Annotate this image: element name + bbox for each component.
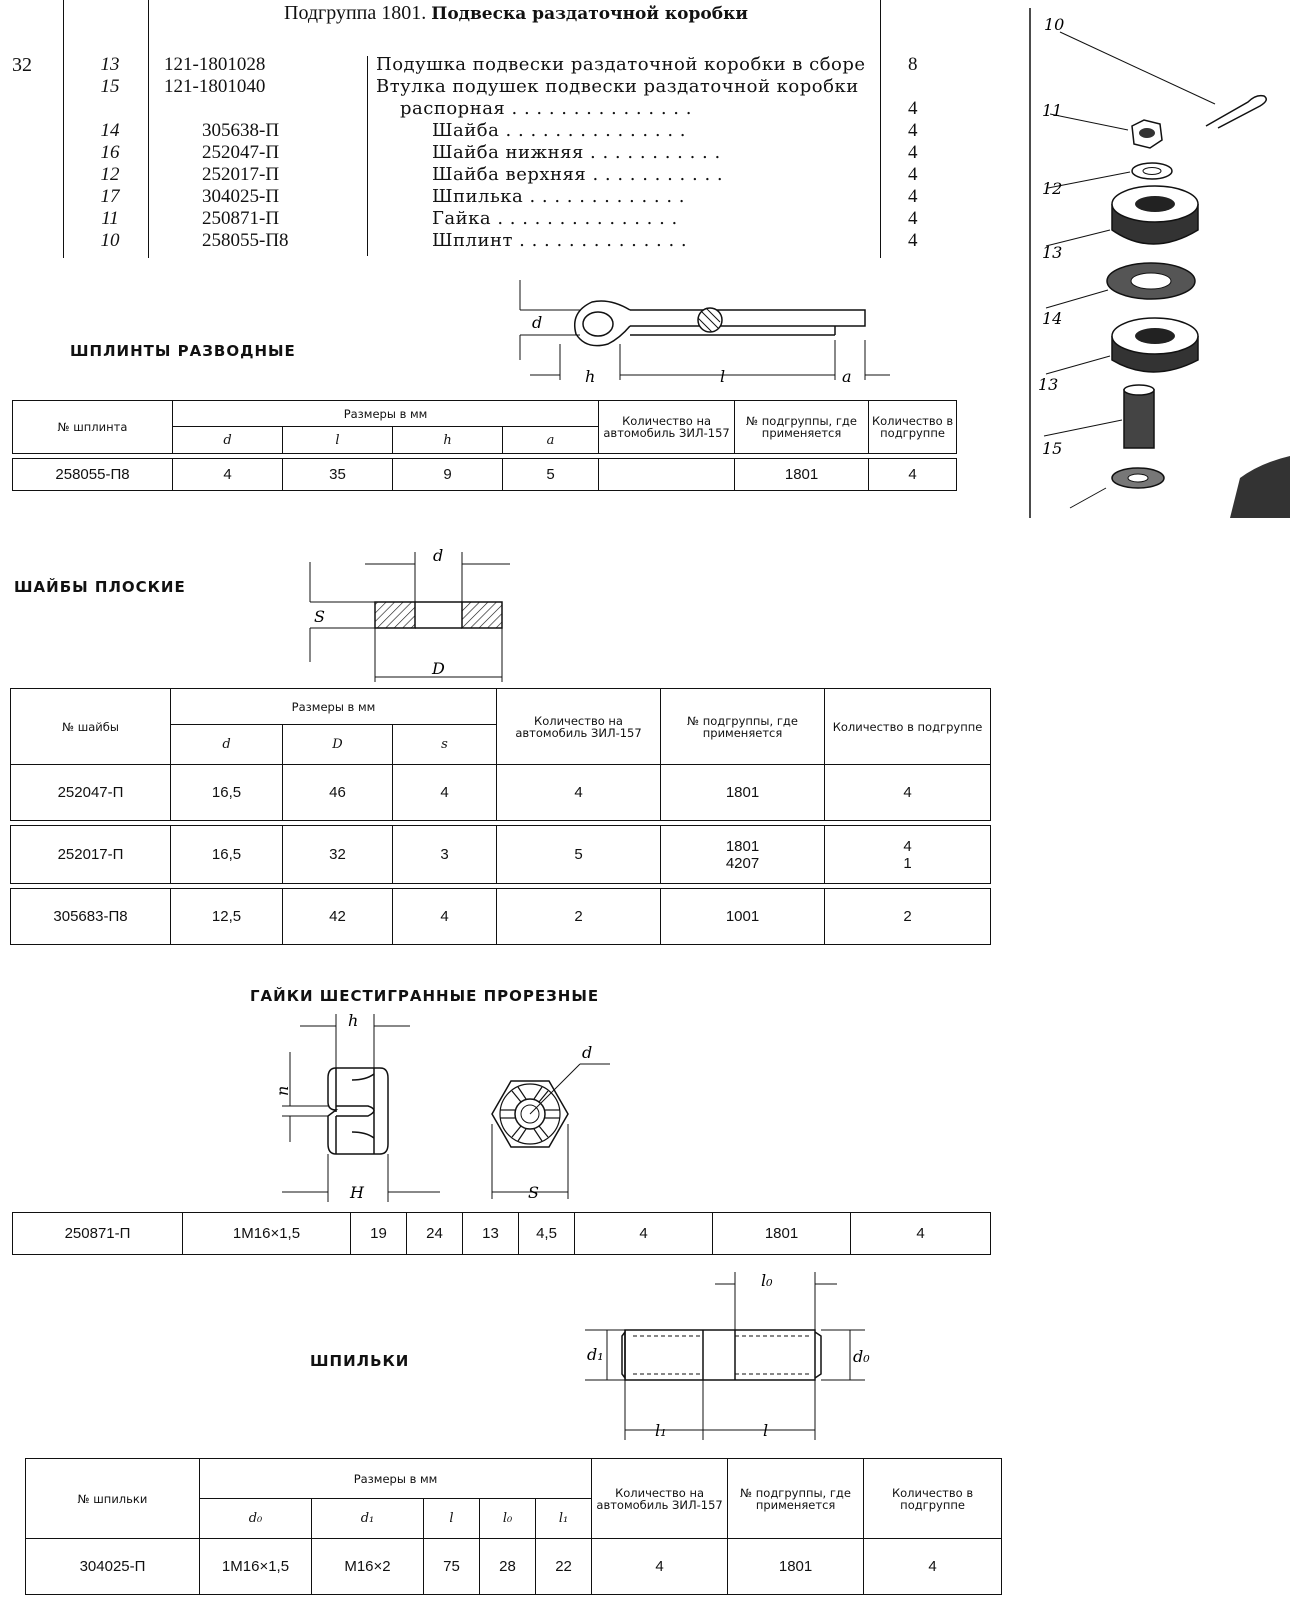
cell-l0: 28	[480, 1539, 536, 1595]
washers-heading: ШАЙБЫ ПЛОСКИЕ	[14, 578, 186, 596]
part-name: Шплинт . . . . . . . . . . . . . .	[432, 230, 688, 251]
cell-qty-car: 2	[497, 889, 661, 945]
studs-heading: ШПИЛЬКИ	[310, 1352, 410, 1370]
cell-s: 4	[393, 889, 497, 945]
cell-d: 16,5	[171, 826, 283, 884]
position-number: 15	[100, 76, 120, 97]
col-header-D: D	[283, 725, 393, 765]
cell-subgroup: 1801	[661, 765, 825, 821]
col-header-qty-subgroup: Количество в подгруппе	[825, 689, 991, 765]
cushion-part	[1046, 318, 1198, 374]
cell-thread: 1М16×1,5	[183, 1213, 351, 1255]
cotter-pin-drawing	[520, 280, 900, 400]
callout-label: 12	[1042, 179, 1063, 198]
part-name: Подушка подвески раздаточной коробки в сборе	[376, 54, 866, 75]
col-header-d0: d₀	[200, 1499, 312, 1539]
part-name: Втулка подушек подвески раздаточной коробки	[376, 76, 859, 97]
cell-subgroup: 1801	[713, 1213, 851, 1255]
cell-subgroup: 1801	[735, 459, 869, 491]
label-a: a	[842, 367, 852, 386]
cell-qty-car: 5	[497, 826, 661, 884]
part-number: 305638-П	[202, 120, 280, 141]
table-row	[11, 765, 991, 821]
col-header-dims: Размеры в мм	[200, 1459, 592, 1499]
cell-l1: 22	[536, 1539, 592, 1595]
label-l: l	[720, 367, 726, 386]
position-number: 17	[100, 186, 120, 207]
cell-dim: 4,5	[519, 1213, 575, 1255]
part-number: 258055-П8	[202, 230, 289, 251]
part-quantity: 4	[908, 98, 918, 119]
col-header-qty-subgroup: Количество в подгруппе	[869, 401, 957, 454]
label-l1: l₁	[655, 1421, 667, 1440]
label-d1: d₁	[587, 1345, 604, 1364]
label-d: d	[532, 313, 543, 332]
part-name: Шайба нижняя . . . . . . . . . . .	[432, 142, 721, 163]
washer-part	[1046, 263, 1195, 308]
cell-qty-car	[599, 459, 735, 491]
position-number: 14	[100, 120, 120, 141]
cell-dim: 19	[351, 1213, 407, 1255]
castle-nut-part	[1050, 114, 1162, 148]
col-header-d: d	[173, 427, 283, 454]
label-l0: l₀	[761, 1271, 773, 1290]
cell-s: 4	[393, 765, 497, 821]
callout-label: 13	[1038, 375, 1059, 394]
washers-table	[10, 688, 991, 945]
stud-drawing	[575, 1270, 875, 1450]
label-d: d	[582, 1043, 593, 1062]
nuts-table	[12, 1212, 991, 1255]
part-quantity: 4	[908, 142, 918, 163]
cell-qty-subgroup: 2	[825, 889, 991, 945]
cell-d0: 1М16×1,5	[200, 1539, 312, 1595]
table-row	[13, 1213, 991, 1255]
lower-washer-part	[1070, 468, 1164, 508]
part-quantity: 4	[908, 230, 918, 251]
col-header-number: № шайбы	[11, 689, 171, 765]
col-header-qty-car: Количество на автомобиль ЗИЛ-157	[599, 401, 735, 454]
col-header-dims: Размеры в мм	[171, 689, 497, 725]
cell-D: 46	[283, 765, 393, 821]
cell-qty-car: 4	[497, 765, 661, 821]
part-name: распорная . . . . . . . . . . . . . . .	[400, 98, 692, 119]
label-S: S	[314, 607, 325, 626]
cell-s: 3	[393, 826, 497, 884]
cell-subgroup: 1001	[661, 889, 825, 945]
col-header-subgroup: № подгруппы, где применяется	[661, 689, 825, 765]
part-number: 121-1801040	[164, 76, 266, 97]
part-name: Шпилька . . . . . . . . . . . . .	[432, 186, 686, 207]
page-number: 32	[12, 54, 32, 76]
cushion-part	[1046, 186, 1198, 246]
col-header-h: h	[393, 427, 503, 454]
upper-washer-part	[1048, 163, 1172, 188]
label-H: H	[350, 1183, 364, 1202]
subgroup-label: Подгруппа 1801.	[284, 2, 427, 24]
part-quantity: 8	[908, 54, 918, 75]
nuts-heading: ГАЙКИ ШЕСТИГРАННЫЕ ПРОРЕЗНЫЕ	[250, 987, 600, 1005]
cell-subgroup: 1801 4207	[661, 826, 825, 884]
col-header-l0: l₀	[480, 1499, 536, 1539]
part-quantity: 4	[908, 186, 918, 207]
cell-number: 252017-П	[11, 826, 171, 884]
col-header-number: № шпильки	[26, 1459, 200, 1539]
col-header-a: a	[503, 427, 599, 454]
position-number: 13	[100, 54, 120, 75]
cell-number: 258055-П8	[13, 459, 173, 491]
label-h: h	[348, 1011, 359, 1030]
cell-qty-car: 4	[592, 1539, 728, 1595]
cell-d: 4	[173, 459, 283, 491]
part-name: Шайба верхняя . . . . . . . . . . .	[432, 164, 724, 185]
col-header-qty-car: Количество на автомобиль ЗИЛ-157	[497, 689, 661, 765]
col-header-subgroup: № подгруппы, где применяется	[728, 1459, 864, 1539]
callout-label: 15	[1042, 439, 1063, 458]
callout-label: 10	[1044, 15, 1065, 34]
part-name: Шайба . . . . . . . . . . . . . . .	[432, 120, 686, 141]
table-row	[11, 826, 991, 884]
castle-nut-drawing	[273, 1011, 620, 1212]
cell-qty-subgroup: 4	[864, 1539, 1002, 1595]
position-number: 16	[100, 142, 120, 163]
divider	[63, 0, 64, 258]
part-number: 121-1801028	[164, 54, 266, 75]
part-number: 304025-П	[202, 186, 280, 207]
label-d0: d₀	[853, 1347, 870, 1366]
position-number: 12	[100, 164, 120, 185]
exploded-view-drawing	[1020, 8, 1290, 518]
subgroup-title: Подвеска раздаточной коробки	[431, 4, 748, 24]
label-n: n	[273, 1085, 292, 1096]
divider	[367, 56, 368, 256]
part-quantity: 4	[908, 208, 918, 229]
callout-label: 11	[1042, 101, 1063, 120]
cell-qty-car: 4	[575, 1213, 713, 1255]
label-S: S	[528, 1183, 539, 1202]
cell-subgroup: 1801	[728, 1539, 864, 1595]
cell-qty-subgroup: 4	[851, 1213, 991, 1255]
table-row	[13, 459, 957, 491]
table-row	[26, 1539, 1002, 1595]
subgroup-heading	[284, 2, 748, 25]
callout-label: 14	[1042, 309, 1063, 328]
col-header-qty-subgroup: Количество в подгруппе	[864, 1459, 1002, 1539]
col-header-qty-car: Количество на автомобиль ЗИЛ-157	[592, 1459, 728, 1539]
cell-qty-subgroup: 4	[869, 459, 957, 491]
position-number	[90, 98, 130, 120]
part-name: Гайка . . . . . . . . . . . . . . .	[432, 208, 678, 229]
position-number: 10	[100, 230, 120, 251]
cell-l: 35	[283, 459, 393, 491]
part-number: 250871-П	[202, 208, 280, 229]
cell-D: 32	[283, 826, 393, 884]
part-number: 252017-П	[202, 164, 280, 185]
cell-h: 9	[393, 459, 503, 491]
col-header-number: № шплинта	[13, 401, 173, 454]
cell-number: 252047-П	[11, 765, 171, 821]
washer-drawing	[300, 546, 520, 687]
cell-d1: М16×2	[312, 1539, 424, 1595]
cell-number: 305683-П8	[11, 889, 171, 945]
cell-d: 16,5	[171, 765, 283, 821]
cell-dim: 13	[463, 1213, 519, 1255]
cotter-pins-heading: ШПЛИНТЫ РАЗВОДНЫЕ	[70, 342, 296, 360]
position-number: 11	[101, 208, 119, 229]
cell-qty-subgroup: 4 1	[825, 826, 991, 884]
divider	[880, 0, 881, 258]
label-d: d	[433, 546, 444, 565]
col-header-d1: d₁	[312, 1499, 424, 1539]
part-quantity: 4	[908, 164, 918, 185]
cell-number: 250871-П	[13, 1213, 183, 1255]
cell-dim: 24	[407, 1213, 463, 1255]
col-header-l: l	[283, 427, 393, 454]
cell-number: 304025-П	[26, 1539, 200, 1595]
col-header-s: s	[393, 725, 497, 765]
col-header-l1: l₁	[536, 1499, 592, 1539]
table-row	[11, 889, 991, 945]
cotter-pins-table	[12, 400, 957, 491]
frame-fragment	[1230, 456, 1290, 518]
cell-D: 42	[283, 889, 393, 945]
cell-a: 5	[503, 459, 599, 491]
cell-l: 75	[424, 1539, 480, 1595]
studs-table	[25, 1458, 1002, 1595]
label-D: D	[432, 659, 445, 678]
label-h: h	[585, 367, 596, 386]
divider	[148, 0, 149, 258]
part-number: 252047-П	[202, 142, 280, 163]
part-quantity: 4	[908, 120, 918, 141]
col-header-dims: Размеры в мм	[173, 401, 599, 427]
col-header-d: d	[171, 725, 283, 765]
cell-qty-subgroup: 4	[825, 765, 991, 821]
cotter-pin-part	[1060, 32, 1266, 128]
col-header-subgroup: № подгруппы, где применяется	[735, 401, 869, 454]
cell-d: 12,5	[171, 889, 283, 945]
col-header-l: l	[424, 1499, 480, 1539]
callout-label: 13	[1042, 243, 1063, 262]
label-l: l	[763, 1421, 769, 1440]
